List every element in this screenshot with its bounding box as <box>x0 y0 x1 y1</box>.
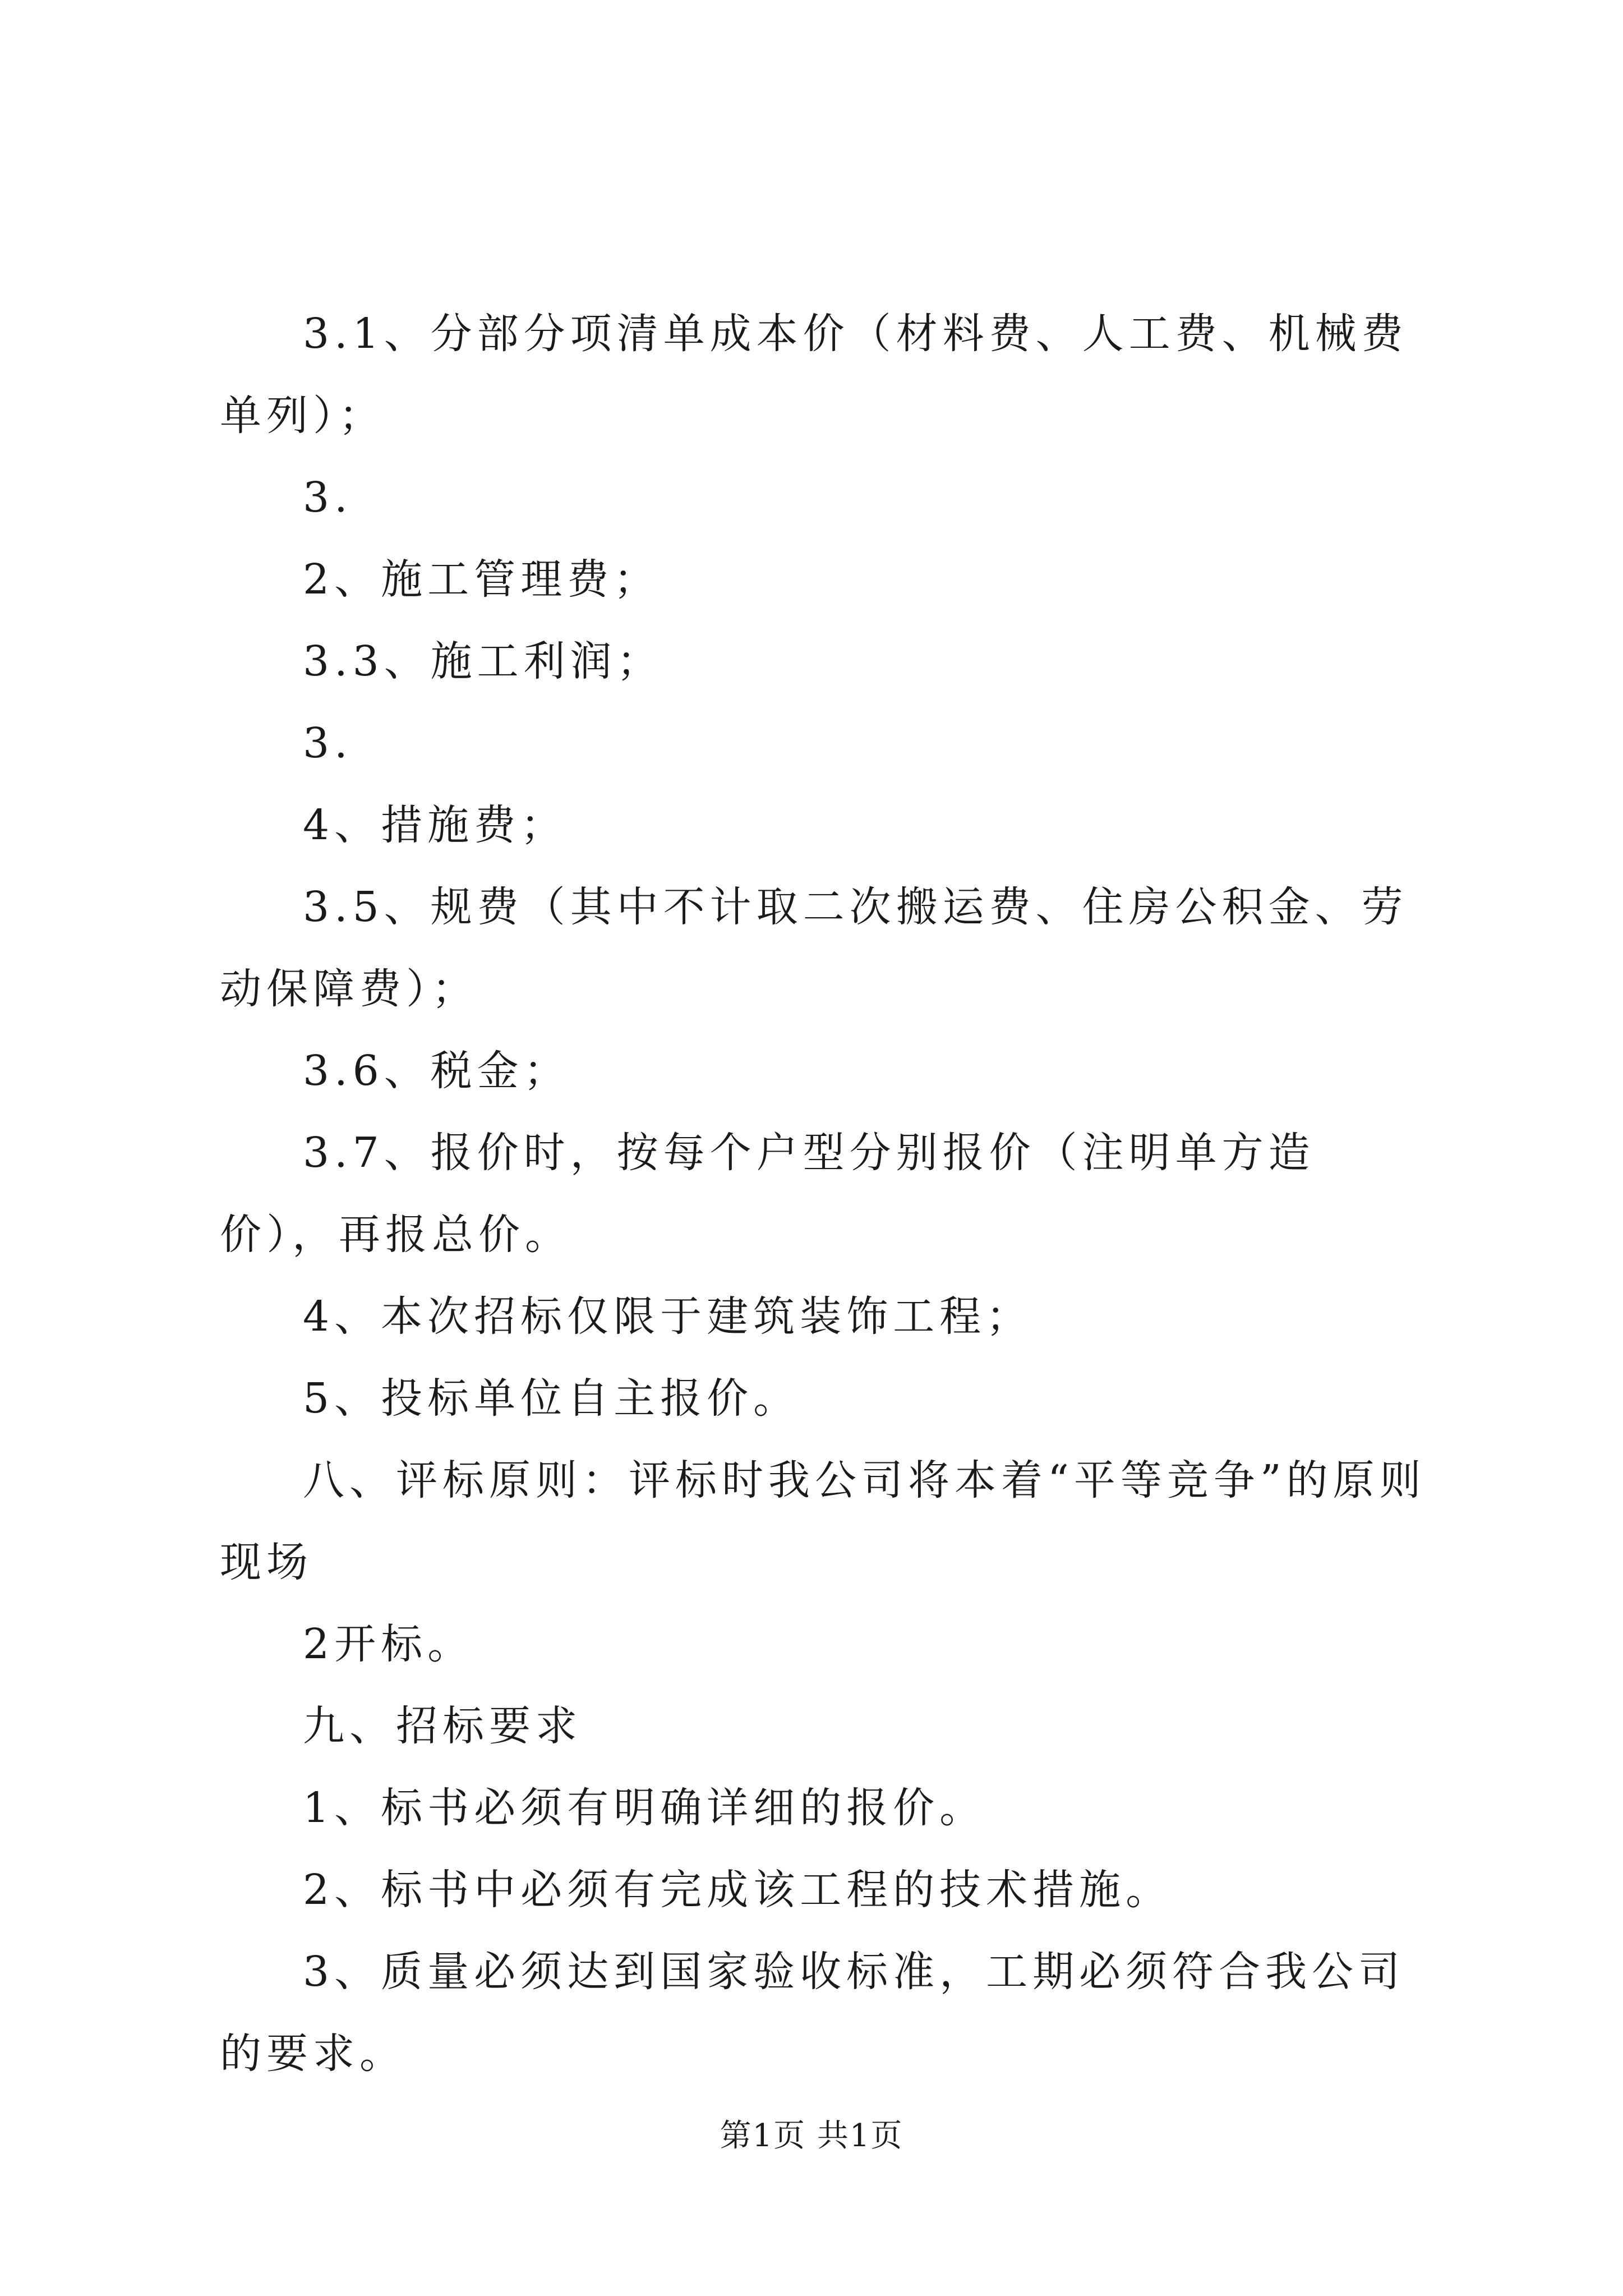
page-number-footer: 第1页 共1页 <box>720 2118 903 2154</box>
paragraph-item-3-fragment-2: 3. <box>303 719 353 767</box>
document-body <box>220 293 1431 2095</box>
paragraph-tax: 3.6、税金； <box>303 1047 570 1095</box>
paragraph-bid-opening: 2开标。 <box>303 1620 474 1668</box>
paragraph-regulatory-fee: 3.5、规费（其中不计取二次搬运费、住房公积金、劳动保障费）； <box>220 883 1408 1013</box>
paragraph-requirement-1: 1、标书必须有明确详细的报价。 <box>303 1784 986 1832</box>
paragraph-requirement-3: 3、质量必须达到国家验收标准，工期必须符合我公司的要求。 <box>220 1948 1405 2078</box>
paragraph-management-fee: 2、施工管理费； <box>303 555 661 604</box>
heading-tender-requirements: 九、招标要求 <box>303 1702 582 1750</box>
paragraph-construction-profit: 3.3、施工利润； <box>303 637 663 685</box>
paragraph-cost-price: 3.1、分部分项清单成本价（材料费、人工费、机械费单列）； <box>220 310 1408 440</box>
paragraph-measures-fee: 4、措施费； <box>303 801 568 849</box>
paragraph-quotation-method: 3.7、报价时，按每个户型分别报价（注明单方造价），再报总价。 <box>220 1129 1315 1259</box>
paragraph-evaluation-principle: 八、评标原则：评标时我公司将本着“平等竞争”的原则现场 <box>220 1456 1426 1586</box>
paragraph-requirement-2: 2、标书中必须有完成该工程的技术措施。 <box>303 1866 1173 1914</box>
paragraph-self-quotation: 5、投标单位自主报价。 <box>303 1374 800 1423</box>
paragraph-tender-scope: 4、本次招标仅限于建筑装饰工程； <box>303 1292 1033 1341</box>
paragraph-item-3-fragment: 3. <box>303 473 353 522</box>
